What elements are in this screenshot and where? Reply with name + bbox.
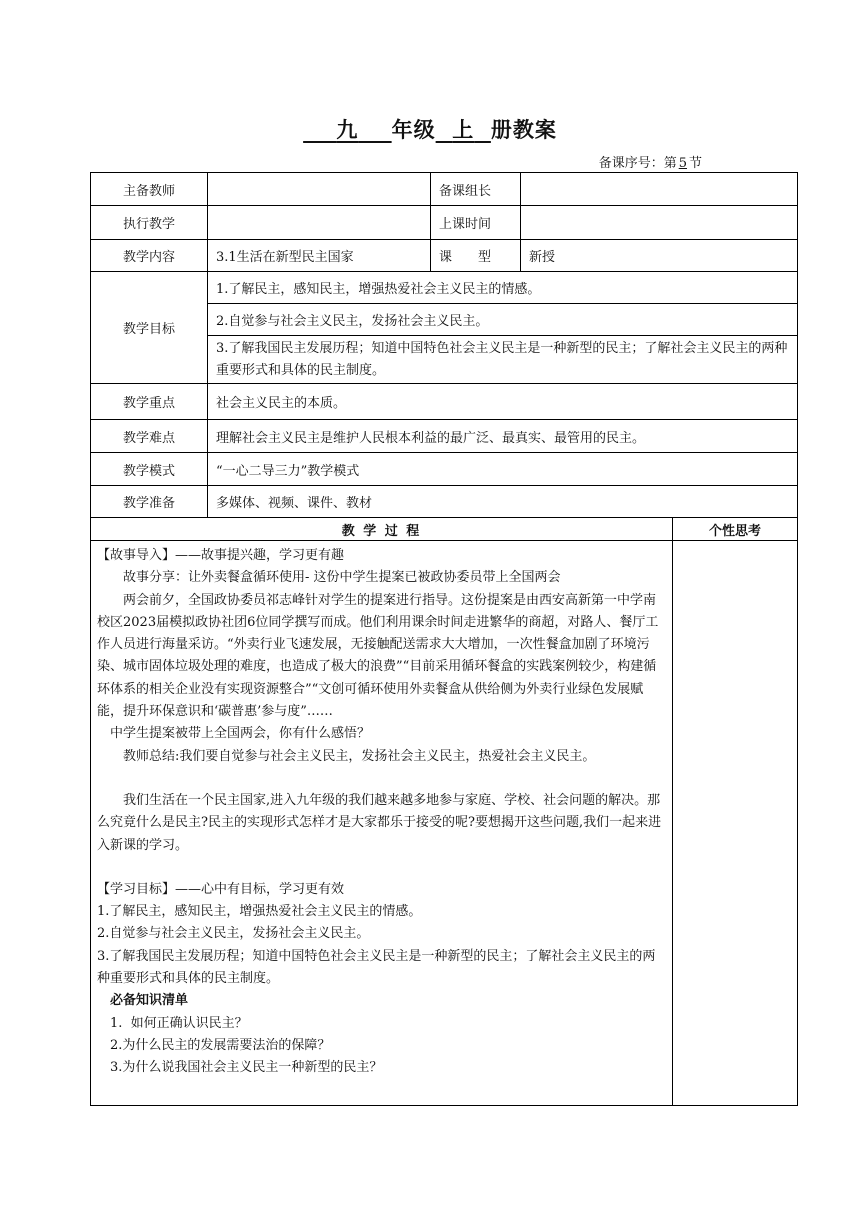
term-blank: 上 xyxy=(452,118,475,142)
checklist-item-1: 1. 如何正确认识民主？ xyxy=(110,1015,248,1031)
group-leader-value[interactable] xyxy=(521,173,798,206)
lesson-intro: 我们生活在一个民主国家,进入九年级的我们越来越多地参与家庭、学校、社会问题的解决。那么究竟什么是民主?民主的实现形式怎样才是大家都乐于接受的呢?要想揭开这些问题,我们一起来进入新课的学习。 xyxy=(97,792,662,853)
group-leader-label: 备课组长 xyxy=(431,173,521,206)
page-title xyxy=(0,114,860,144)
prep-label: 教学准备 xyxy=(91,486,208,518)
story-body: 两会前夕，全国政协委员祁志峰针对学生的提案进行指导。这份提案是由西安高新第一中学南校区2023届模拟政协社团6位同学撰写而成。他们利用课余时间走进繁华的商超，对路人、餐厅工作人员进行海量采访。“外卖行业飞速发展，无接触配送需求大大增加，一次性餐盒加剧了环境污染、城市固体垃圾处理的难度，也造成了极大的浪费”“目前采用循环餐盒的实践案例较少，构建循环体系的相关企业没有实现资源整合”“文创可循环使用外卖餐盒从供给侧为外卖行业绿色发展赋能，提升环保意识和‘碳普惠’参与度”…… xyxy=(97,592,659,720)
executor-value[interactable] xyxy=(208,206,431,240)
learning-goals-title: 【学习目标】——心中有目标，学习更有效 xyxy=(97,881,345,897)
key-point-value: 社会主义民主的本质。 xyxy=(208,384,798,420)
info-row-mode xyxy=(91,453,798,486)
seq-suffix: 节 xyxy=(688,156,702,171)
goal-item-3: 3.了解我国民主发展历程；知道中国特色社会主义民主是一种新型的民主；了解社会主义民主的两种重要形式和具体的民主制度。 xyxy=(208,336,798,384)
goal-item-1: 1.了解民主，感知民主，增强热爱社会主义民主的情感。 xyxy=(208,272,798,304)
goals-label: 教学目标 xyxy=(91,272,208,384)
story-share: 故事分享：让外卖餐盒循环使用- 这份中学生提案已被政协委员带上全国两会 xyxy=(123,570,561,586)
mode-value: “一心二导三力”教学模式 xyxy=(208,453,798,486)
teacher-summary: 教师总结:我们要自觉参与社会主义民主，发扬社会主义民主，热爱社会主义民主。 xyxy=(123,748,596,764)
grade-label: 年级 xyxy=(391,118,436,142)
info-row-key xyxy=(91,384,798,420)
content-label: 教学内容 xyxy=(91,240,208,272)
title-suffix: 册教案 xyxy=(490,118,557,142)
teaching-process-table xyxy=(90,517,798,1106)
side-header: 个性思考 xyxy=(673,518,798,541)
learning-goal-2: 2.自觉参与社会主义民主，发扬社会主义民主。 xyxy=(97,926,370,942)
lesson-info-table xyxy=(90,172,798,518)
mode-label: 教学模式 xyxy=(91,453,208,486)
grade-blank: 九 xyxy=(336,118,359,142)
difficulty-value: 理解社会主义民主是维护人民根本利益的最广泛、最真实、最管用的民主。 xyxy=(208,420,798,453)
type-value: 新授 xyxy=(521,240,798,272)
process-header-row xyxy=(91,518,798,541)
lesson-sequence xyxy=(599,152,702,171)
prep-value: 多媒体、视频、课件、教材 xyxy=(208,486,798,518)
info-row-prep xyxy=(91,486,798,518)
learning-goal-3: 3.了解我国民主发展历程；知道中国特色社会主义民主是一种新型的民主；了解社会主义民主的两种重要形式和具体的民主制度。 xyxy=(97,948,656,987)
goal-item-2: 2.自觉参与社会主义民主，发扬社会主义民主。 xyxy=(208,304,798,336)
info-row-teacher xyxy=(91,173,798,206)
learning-goal-1: 1.了解民主，感知民主，增强热爱社会主义民主的情感。 xyxy=(97,904,422,920)
seq-label: 备课序号：第 xyxy=(598,156,677,171)
info-row-difficulty xyxy=(91,420,798,453)
class-time-label: 上课时间 xyxy=(431,206,521,240)
key-point-label: 教学重点 xyxy=(91,384,208,420)
info-row-goal-1 xyxy=(91,272,798,304)
process-content xyxy=(91,541,673,1106)
info-row-executor xyxy=(91,206,798,240)
process-body-row xyxy=(91,541,798,1106)
lead-teacher-value[interactable] xyxy=(208,173,431,206)
seq-number: 5 xyxy=(678,156,687,171)
content-value: 3.1生活在新型民主国家 xyxy=(208,240,431,272)
checklist-title: 必备知识清单 xyxy=(110,993,189,1009)
class-time-value[interactable] xyxy=(521,206,798,240)
lead-teacher-label: 主备教师 xyxy=(91,173,208,206)
story-question: 中学生提案被带上全国两会，你有什么感悟？ xyxy=(110,726,371,742)
checklist-item-3: 3.为什么说我国社会主义民主一种新型的民主？ xyxy=(110,1060,383,1076)
executor-label: 执行教学 xyxy=(91,206,208,240)
type-label: 课 型 xyxy=(431,240,521,272)
difficulty-label: 教学难点 xyxy=(91,420,208,453)
info-row-content xyxy=(91,240,798,272)
story-title: 【故事导入】——故事提兴趣，学习更有趣 xyxy=(97,548,345,563)
personal-reflection-cell[interactable] xyxy=(673,541,798,1106)
checklist-item-2: 2.为什么民主的发展需要法治的保障？ xyxy=(110,1037,331,1053)
process-header: 教 学 过 程 xyxy=(91,518,673,541)
